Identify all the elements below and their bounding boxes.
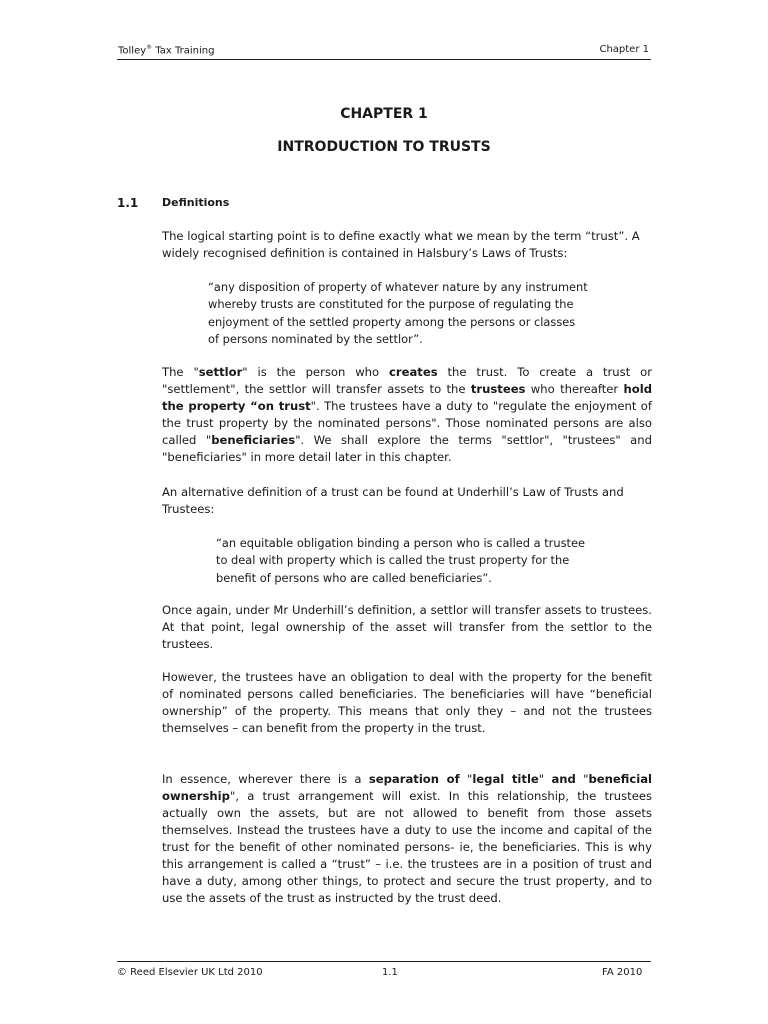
quote-halsbury xyxy=(208,279,628,348)
term-beneficial-ownership: beneficial ownership xyxy=(162,772,652,803)
term-creates: creates xyxy=(389,365,438,379)
term-separation-of: separation of xyxy=(368,772,460,786)
term-and: and xyxy=(551,772,576,786)
footer-edition: FA 2010 xyxy=(602,967,643,978)
text-run: ". The trustees have a duty to "regulate the enjoyment of the trust property by the nominated persons". Those nominated persons are also called " xyxy=(162,399,652,447)
term-hold-on-trust: hold the property “on trust xyxy=(162,382,653,413)
quote-line: “an equitable obligation binding a person who is called a trustee xyxy=(216,536,585,550)
paragraph-intro: The logical starting point is to define exactly what we mean by the term “trust”. A widely recognised definition is contained in Halsbury’s Laws of Trusts: xyxy=(162,229,640,260)
paragraph-in-essence xyxy=(162,771,652,907)
text-run: ", a trust arrangement will exist. In this relationship, the trustees actually own the assets, but are not allowed to benefit from those assets themselves. Instead the trustees have a duty to use the income and capital of the trust for the benefit of other nominated persons- ie, the beneficiaries. This is why this arrangement is called a “trust” – i.e. the trustees are in a position of trust and have a duty, among other things, to protect and secure the trust property, and to use the assets of the trust as instructed by the trust deed. xyxy=(162,789,652,905)
text-run: " is the person who xyxy=(242,365,390,379)
quote-line: enjoyment of the settled property among the persons or classes xyxy=(208,314,576,329)
header-rule xyxy=(117,59,651,60)
text-run: " xyxy=(575,772,589,786)
paragraph-however: However, the trustees have an obligation to deal with the property for the benefit of nominated persons called beneficiaries. The beneficiaries will have “beneficial ownership” of the property. This means that only they – and not the trustees themselves – can benefit from the property in the trust. xyxy=(162,670,652,735)
header-chapter: Chapter 1 xyxy=(599,44,649,55)
section-number: 1.1 xyxy=(117,196,139,210)
paragraph-once-again: Once again, under Mr Underhill’s definition, a settlor will transfer assets to trustees. At that point, legal ownership of the asset will transfer from the settlor to the trustees. xyxy=(162,603,652,651)
footer-page-number: 1.1 xyxy=(382,967,398,978)
quote-line: to deal with property which is called the trust property for the xyxy=(216,553,570,568)
header-brand: Tolley xyxy=(118,45,147,57)
text-run: In essence, wherever there is a xyxy=(162,772,369,786)
term-settlor: settlor xyxy=(198,365,243,379)
quote-line: of persons nominated by the settlor”. xyxy=(208,331,423,346)
page-header xyxy=(118,44,651,58)
registered-mark: ® xyxy=(146,44,153,51)
text-run: ". We shall explore the terms "settlor", "trustees" and "beneficiaries" in more detail later in this chapter. xyxy=(162,433,652,464)
footer-rule xyxy=(117,961,651,962)
chapter-title: CHAPTER 1 xyxy=(340,106,428,122)
term-legal-title: legal title xyxy=(472,772,539,786)
chapter-subtitle: INTRODUCTION TO TRUSTS xyxy=(277,139,491,155)
quote-line: whereby trusts are constituted for the purpose of regulating the xyxy=(208,297,574,312)
term-beneficiaries: beneficiaries xyxy=(211,433,296,447)
term-trustees: trustees xyxy=(470,382,526,396)
text-run: " xyxy=(459,772,473,786)
header-left xyxy=(118,44,214,56)
footer-copyright: © Reed Elsevier UK Ltd 2010 xyxy=(117,967,263,978)
section-title: Definitions xyxy=(162,196,230,209)
quote-line: “any disposition of property of whatever nature by any instrument xyxy=(208,280,588,294)
text-run: " xyxy=(538,772,552,786)
text-run: The " xyxy=(162,365,199,379)
paragraph-settlor xyxy=(162,364,652,466)
quote-underhill xyxy=(216,535,636,587)
paragraph-alternative: An alternative definition of a trust can be found at Underhill’s Law of Trusts and Trustees: xyxy=(162,485,624,516)
header-brand-rest: Tax Training xyxy=(152,45,215,57)
text-run: who thereafter xyxy=(525,382,624,396)
quote-line: benefit of persons who are called beneficiaries”. xyxy=(216,570,492,585)
text-run: the trust. To create a trust or "settlement", the settlor will transfer assets to the xyxy=(162,365,652,396)
